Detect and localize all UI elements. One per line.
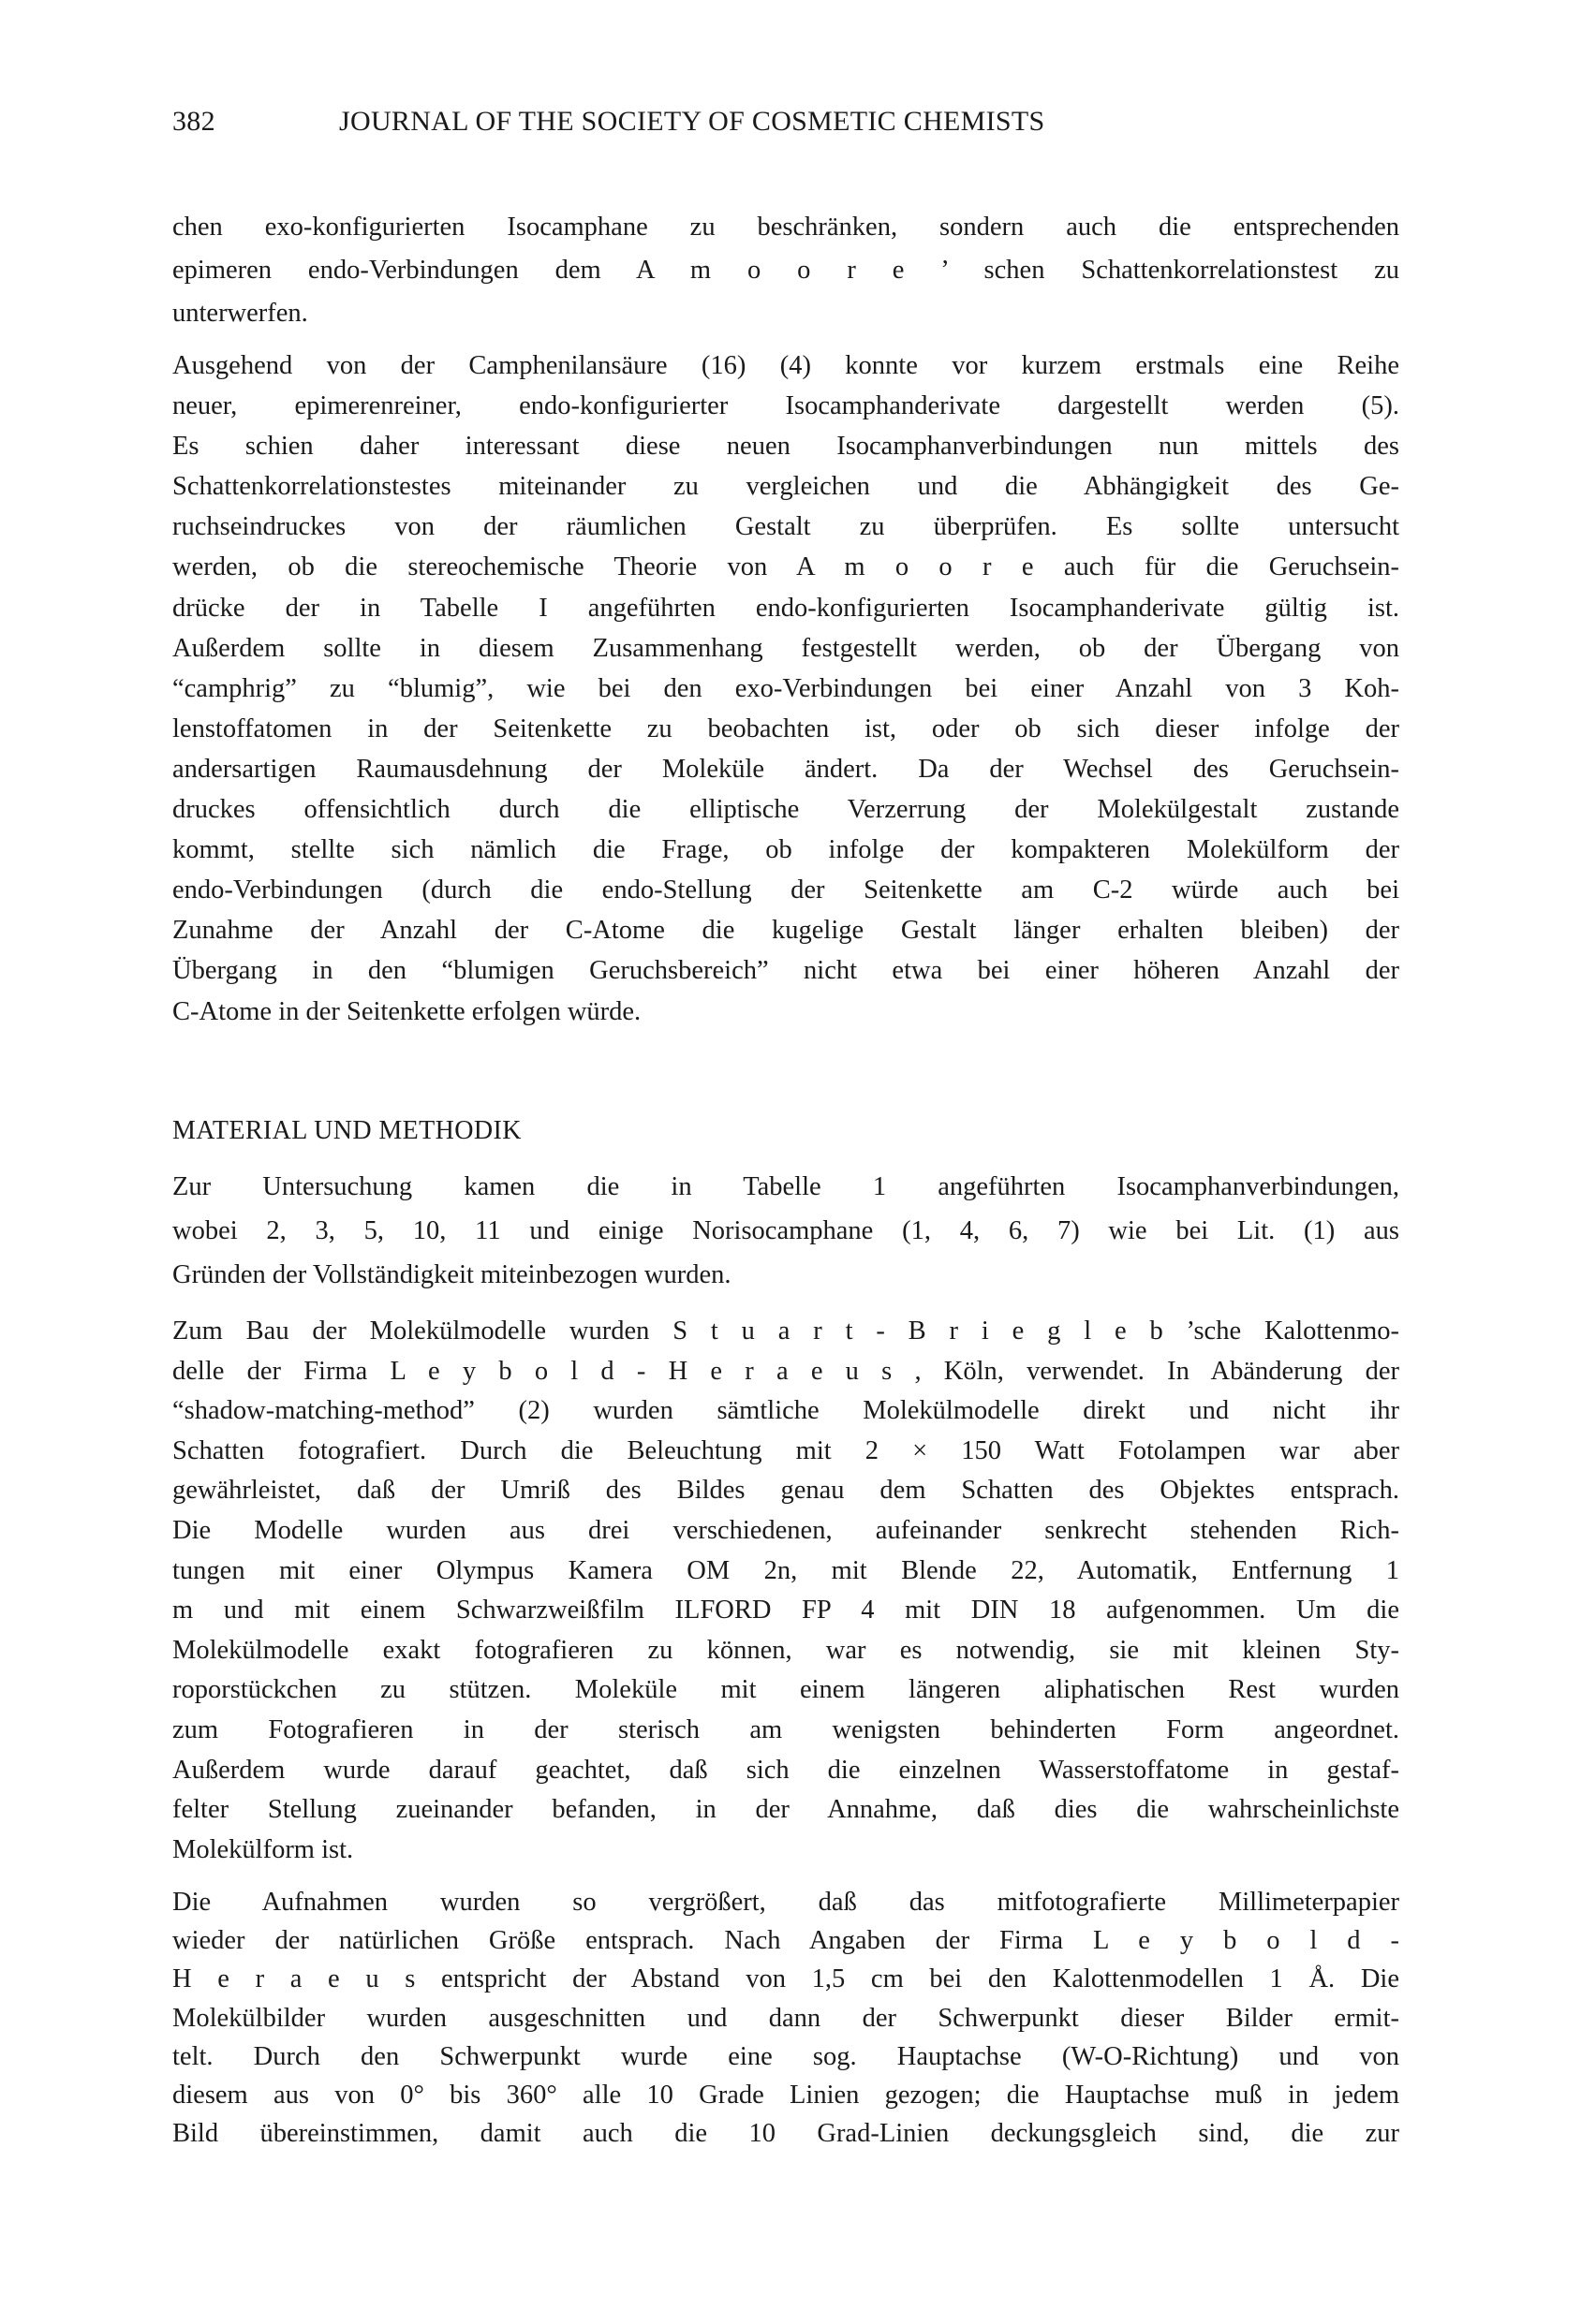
running-header-journal-title: JOURNAL OF THE SOCIETY OF COSMETIC CHEMISTS bbox=[339, 106, 1045, 137]
text-line: Die Aufnahmen wurden so vergrößert, daß das mitfotografierte Millimeterpapier bbox=[172, 1888, 1399, 1917]
text-line: zum Fotografieren in der sterisch am wenigsten behinderten Form angeordnet. bbox=[172, 1714, 1399, 1744]
text-line: “shadow-matching-method” (2) wurden sämtliche Molekülmodelle direkt und nicht ihr bbox=[172, 1396, 1399, 1426]
text-line: Zunahme der Anzahl der C-Atome die kugelige Gestalt länger erhalten bleiben) der bbox=[172, 916, 1399, 946]
text-line: Zum Bau der Molekülmodelle wurden S t u a r t - B r i e g l e b ’sche Kalottenmo- bbox=[172, 1316, 1399, 1346]
text-line: Ausgehend von der Camphenilansäure (16) (4) konnte vor kurzem erstmals eine Reihe bbox=[172, 351, 1399, 380]
text-line: druckes offensichtlich durch die elliptische Verzerrung der Molekülgestalt zustande bbox=[172, 795, 1399, 825]
text-line: H e r a e u s entspricht der Abstand von 1,5 cm bei den Kalottenmodellen 1 Å. Die bbox=[172, 1964, 1399, 1994]
text-line: Gründen der Vollständigkeit miteinbezogen wurden. bbox=[172, 1260, 731, 1289]
text-line: Molekülmodelle exakt fotografieren zu können, war es notwendig, sie mit kleinen Sty- bbox=[172, 1635, 1399, 1665]
text-line: epimeren endo-Verbindungen dem A m o o r e ’ schen Schattenkorrelationstest zu bbox=[172, 256, 1399, 285]
paragraph-model-construction bbox=[172, 1312, 1399, 1870]
paragraph-image-processing bbox=[172, 1883, 1399, 2153]
text-line: chen exo-konfigurierten Isocamphane zu beschränken, sondern auch die entsprechenden bbox=[172, 213, 1399, 242]
text-line: Die Modelle wurden aus drei verschiedenen, aufeinander senkrecht stehenden Rich- bbox=[172, 1515, 1399, 1545]
text-line: m und mit einem Schwarzweißfilm ILFORD FP 4 mit DIN 18 aufgenommen. Um die bbox=[172, 1596, 1399, 1625]
paragraph-intro-continuation bbox=[172, 206, 1399, 335]
page-number: 382 bbox=[172, 106, 215, 137]
text-line: diesem aus von 0° bis 360° alle 10 Grade Linien gezogen; die Hauptachse muß in jedem bbox=[172, 2081, 1399, 2111]
text-line: wieder der natürlichen Größe entsprach. Nach Angaben der Firma L e y b o l d - bbox=[172, 1926, 1399, 1956]
text-line: gewährleistet, daß der Umriß des Bildes genau dem Schatten des Objektes entsprach. bbox=[172, 1476, 1399, 1506]
text-line: kommt, stellte sich nämlich die Frage, ob infolge der kompakteren Molekülform der bbox=[172, 835, 1399, 865]
text-line: Molekülbilder wurden ausgeschnitten und dann der Schwerpunkt dieser Bilder ermit- bbox=[172, 2003, 1399, 2033]
text-line: lenstoffatomen in der Seitenkette zu beobachten ist, oder ob sich dieser infolge der bbox=[172, 713, 1399, 743]
text-line: Übergang in den “blumigen Geruchsbereich” nicht etwa bei einer höheren Anzahl der bbox=[172, 956, 1399, 986]
text-line: drücke der in Tabelle I angeführten endo-konfigurierten Isocamphanderivate gültig ist. bbox=[172, 593, 1399, 623]
text-line: unterwerfen. bbox=[172, 299, 308, 328]
text-line: Außerdem sollte in diesem Zusammenhang festgestellt werden, ob der Übergang von bbox=[172, 633, 1399, 663]
text-line: Schatten fotografiert. Durch die Beleuchtung mit 2 × 150 Watt Fotolampen war aber bbox=[172, 1435, 1399, 1465]
text-line: endo-Verbindungen (durch die endo-Stellung der Seitenkette am C-2 würde auch bei bbox=[172, 875, 1399, 905]
paragraph-compounds bbox=[172, 1165, 1399, 1297]
text-line: C-Atome in der Seitenkette erfolgen würde. bbox=[172, 996, 642, 1026]
text-line: Außerdem wurde darauf geachtet, daß sich die einzelnen Wasserstoffatome in gestaf- bbox=[172, 1755, 1399, 1785]
text-line: ruchseindruckes von der räumlichen Gestalt zu überprüfen. Es sollte untersucht bbox=[172, 512, 1399, 542]
text-line: Zur Untersuchung kamen die in Tabelle 1 angeführten Isocamphanverbindungen, bbox=[172, 1172, 1399, 1201]
text-line: delle der Firma L e y b o l d - H e r a e u s , Köln, verwendet. In Abänderung der bbox=[172, 1356, 1399, 1386]
section-heading: MATERIAL UND METHODIK bbox=[172, 1116, 522, 1145]
text-line: neuer, epimerenreiner, endo-konfigurierter Isocamphanderivate dargestellt werden (5). bbox=[172, 391, 1399, 421]
text-line: wobei 2, 3, 5, 10, 11 und einige Norisocamphane (1, 4, 6, 7) wie bei Lit. (1) aus bbox=[172, 1216, 1399, 1245]
text-line: andersartigen Raumausdehnung der Moleküle ändert. Da der Wechsel des Geruchsein- bbox=[172, 754, 1399, 784]
text-line: werden, ob die stereochemische Theorie von A m o o r e auch für die Geruchsein- bbox=[172, 552, 1399, 582]
text-line: “camphrig” zu “blumig”, wie bei den exo-Verbindungen bei einer Anzahl von 3 Koh- bbox=[172, 673, 1399, 703]
text-line: Molekülform ist. bbox=[172, 1834, 354, 1864]
text-line: Es schien daher interessant diese neuen Isocamphanverbindungen nun mittels des bbox=[172, 432, 1399, 462]
text-line: felter Stellung zueinander befanden, in der Annahme, daß dies die wahrscheinlichste bbox=[172, 1795, 1399, 1825]
text-line: Bild übereinstimmen, damit auch die 10 Grad-Linien deckungsgleich sind, die zur bbox=[172, 2119, 1399, 2149]
text-line: telt. Durch den Schwerpunkt wurde eine sog. Hauptachse (W-O-Richtung) und von bbox=[172, 2041, 1399, 2071]
text-line: roporstückchen zu stützen. Moleküle mit einem längeren aliphatischen Rest wurden bbox=[172, 1675, 1399, 1705]
paragraph-research-question bbox=[172, 346, 1399, 1032]
text-line: Schattenkorrelationstestes miteinander zu vergleichen und die Abhängigkeit des Ge- bbox=[172, 472, 1399, 502]
text-line: tungen mit einer Olympus Kamera OM 2n, mit Blende 22, Automatik, Entfernung 1 bbox=[172, 1555, 1399, 1585]
